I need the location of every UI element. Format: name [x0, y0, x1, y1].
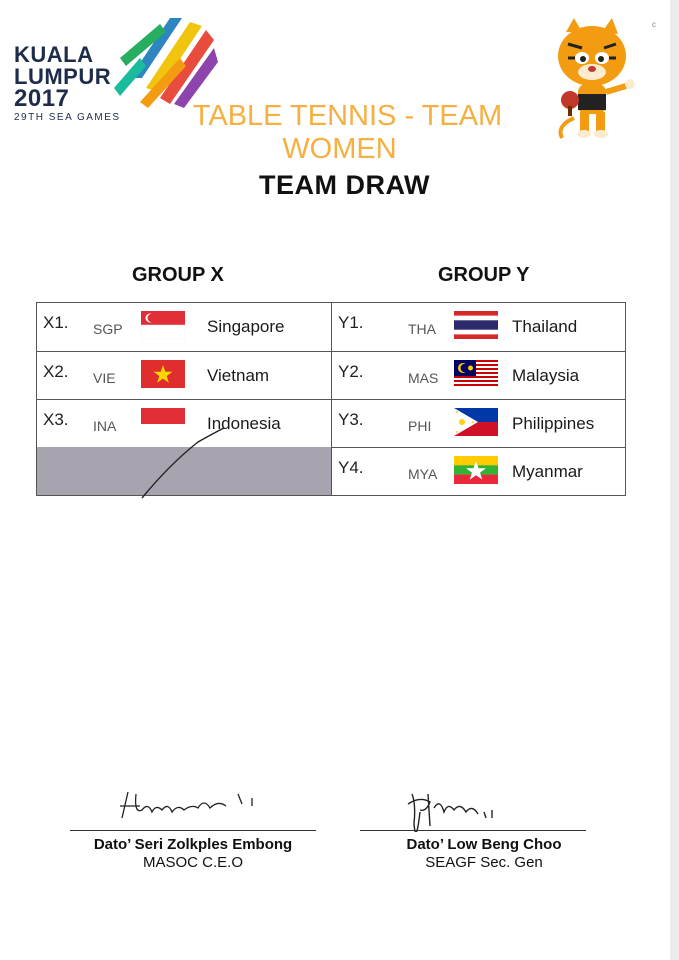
country-code: PHI — [408, 418, 432, 434]
handwritten-signature-right — [360, 784, 600, 832]
group-x-heading: GROUP X — [132, 264, 224, 286]
logo-stripes-icon — [110, 18, 218, 108]
group-y-table — [331, 302, 626, 496]
seed-label: Y1. — [338, 313, 364, 332]
logo-line-2: LUMPUR — [14, 64, 112, 89]
country-code: INA — [93, 418, 117, 434]
table-row — [37, 351, 331, 399]
page-mark: c — [652, 20, 656, 29]
country-name: Malaysia — [512, 366, 580, 385]
signature-line — [70, 830, 316, 831]
table-row — [332, 447, 625, 495]
table-row — [332, 399, 625, 447]
signatory-name: Dato’ Low Beng Choo — [406, 836, 562, 853]
country-name: Vietnam — [207, 366, 270, 385]
event-title-line-2: WOMEN — [282, 133, 397, 165]
signature-line — [360, 830, 586, 831]
handwritten-strike-mark — [100, 424, 230, 504]
logo-line-3: 2017 — [14, 85, 70, 112]
table-row — [37, 303, 331, 351]
country-code: THA — [408, 321, 436, 337]
country-name: Thailand — [512, 317, 578, 336]
country-code: MAS — [408, 370, 439, 386]
philippines-flag-icon — [454, 408, 498, 436]
country-code: SGP — [93, 321, 123, 337]
handwritten-signature-left — [70, 784, 310, 832]
seed-label: Y3. — [338, 410, 364, 429]
logo-line-1: KUALA — [14, 42, 94, 67]
malaysia-flag-icon — [454, 360, 498, 388]
country-name: Philippines — [512, 414, 595, 433]
seed-label: Y2. — [338, 362, 364, 381]
seed-label: X1. — [43, 313, 69, 332]
country-name: Singapore — [207, 317, 285, 336]
seed-label: Y4. — [338, 458, 364, 477]
draw-title: TEAM DRAW — [259, 170, 430, 200]
myanmar-flag-icon — [454, 456, 498, 484]
singapore-flag-icon — [141, 311, 185, 339]
country-name: Indonesia — [207, 414, 281, 433]
seed-label: X3. — [43, 410, 69, 429]
signatory-role: MASOC C.E.O — [142, 854, 243, 871]
country-code: VIE — [93, 370, 116, 386]
table-row — [332, 351, 625, 399]
logo-subtitle: 29TH SEA GAMES — [14, 112, 121, 123]
event-title-line-1: TABLE TENNIS - TEAM — [192, 100, 503, 132]
vietnam-flag-icon — [141, 360, 185, 388]
country-code: MYA — [408, 466, 438, 482]
seed-label: X2. — [43, 362, 69, 381]
group-y-heading: GROUP Y — [438, 264, 530, 286]
signatory-role: SEAGF Sec. Gen — [425, 854, 543, 871]
table-row — [332, 303, 625, 351]
country-name: Myanmar — [512, 462, 583, 481]
signatory-name: Dato’ Seri Zolkples Embong — [93, 836, 293, 853]
thailand-flag-icon — [454, 311, 498, 339]
indonesia-flag-icon — [141, 408, 185, 424]
